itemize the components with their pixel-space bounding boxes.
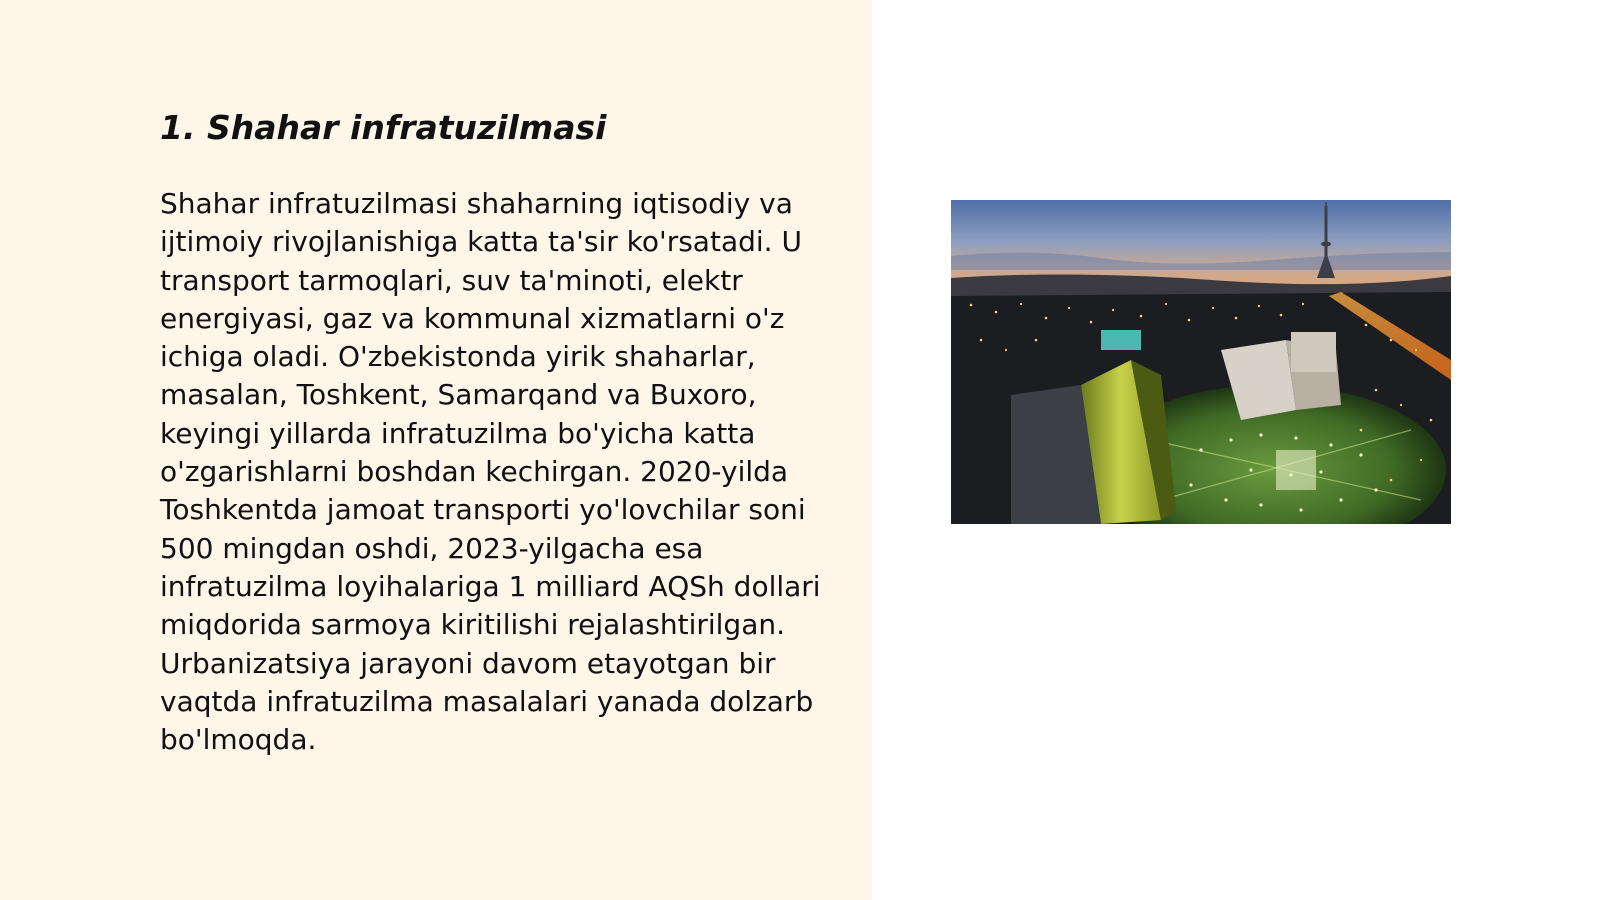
city-night-photo [951, 200, 1451, 524]
slide-title: 1. Shahar infratuzilmasi [160, 108, 607, 147]
slide-body-text: Shahar infratuzilmasi shaharning iqtisodiy va ijtimoiy rivojlanishiga katta ta'sir ko'rsatadi. U transport tarmoqlari, suv ta'minoti, elektr energiyasi, gaz va kommunal xizmatlarni o'z ichiga oladi. O'zbekistonda yirik shaharlar, masalan, Toshkent, Samarqand va Buxoro, keyingi yillarda infratuzilma bo'yicha katta o'zgarishlarni boshdan kechirgan. 2020-yilda Toshkentda jamoat transporti yo'lovchilar soni 500 mingdan oshdi, 2023-yilgacha esa infratuzilma loyihalariga 1 milliard AQSh dollari miqdorida sarmoya kiritilishi rejalashtirilgan. Urbanizatsiya jarayoni davom etayotgan bir vaqtda infratuzilma masalalari yanada dolzarb bo'lmoqda. [160, 187, 821, 757]
